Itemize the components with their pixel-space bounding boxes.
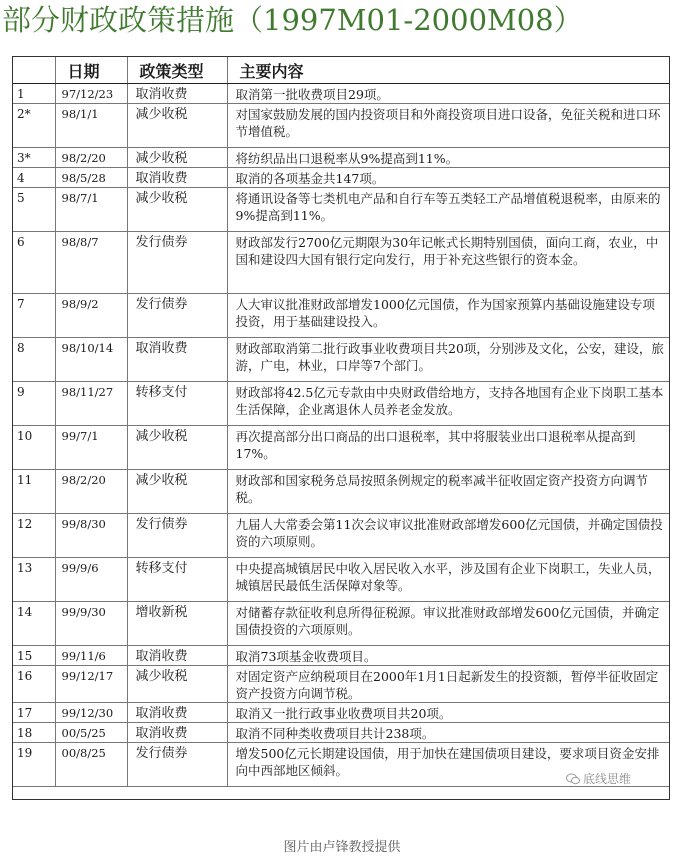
row-index: 12 (13, 514, 55, 558)
table-row (13, 514, 669, 558)
row-content: 将纺织品出口退税率从9%提高到11%。 (227, 148, 669, 168)
row-date: 99/11/6 (55, 646, 127, 666)
table-row (13, 602, 669, 646)
row-index: 17 (13, 703, 55, 723)
row-index: 11 (13, 470, 55, 514)
row-policy-type: 减少收税 (127, 188, 227, 232)
row-index: 19 (13, 743, 55, 787)
table-row (13, 723, 669, 743)
table-row (13, 470, 669, 514)
row-policy-type: 取消收费 (127, 84, 227, 104)
row-content: 取消的各项基金共147项。 (227, 168, 669, 188)
row-date: 99/12/30 (55, 703, 127, 723)
row-date: 97/12/23 (55, 84, 127, 104)
row-date: 00/5/25 (55, 723, 127, 743)
row-index: 15 (13, 646, 55, 666)
row-content: 再次提高部分出口商品的出口退税率，其中将服装业出口退税率从提高到17%。 (227, 426, 669, 470)
row-policy-type: 取消收费 (127, 723, 227, 743)
policy-table-container (12, 56, 670, 800)
row-date: 98/8/7 (55, 232, 127, 294)
table-row (13, 84, 669, 104)
row-date: 99/7/1 (55, 426, 127, 470)
header-policy-type: 政策类型 (127, 57, 227, 84)
page-title (2, 0, 583, 44)
row-date: 98/9/2 (55, 294, 127, 338)
row-content: 对储蓄存款征收利息所得征税源。审议批准财政部增发600亿元国债，并确定国债投资的六项原则。 (227, 602, 669, 646)
row-policy-type: 取消收费 (127, 646, 227, 666)
image-caption: 图片由卢锋教授提供 (283, 840, 401, 855)
row-policy-type: 减少收税 (127, 104, 227, 148)
row-policy-type: 转移支付 (127, 382, 227, 426)
table-row (13, 666, 669, 703)
row-content: 人大审议批准财政部增发1000亿元国债，作为国家预算内基础设施建设专项投资，用于基础建设投入。 (227, 294, 669, 338)
row-date: 98/7/1 (55, 188, 127, 232)
row-content: 增发500亿元长期建设国债，用于加快在建国债项目建设，要求项目资金安排向中西部地区倾斜。 (227, 743, 669, 787)
policy-table (13, 57, 669, 787)
row-index: 10 (13, 426, 55, 470)
row-policy-type: 取消收费 (127, 703, 227, 723)
row-policy-type: 减少收税 (127, 666, 227, 703)
table-row (13, 646, 669, 666)
table-row (13, 338, 669, 382)
row-index: 6 (13, 232, 55, 294)
table-row (13, 188, 669, 232)
header-index (13, 57, 55, 84)
row-date: 99/12/17 (55, 666, 127, 703)
row-index: 18 (13, 723, 55, 743)
row-date: 98/2/20 (55, 148, 127, 168)
row-index: 7 (13, 294, 55, 338)
row-date: 98/5/28 (55, 168, 127, 188)
row-content: 财政部和国家税务总局按照条例规定的税率减半征收固定资产投资方向调节税。 (227, 470, 669, 514)
row-policy-type: 取消收费 (127, 338, 227, 382)
row-date: 99/8/30 (55, 514, 127, 558)
watermark-text: 底线思维 (583, 772, 632, 786)
row-date: 98/2/20 (55, 470, 127, 514)
row-content: 将通讯设备等七类机电产品和自行车等五类轻工产品增值税退税率，由原来的9%提高到11%。 (227, 188, 669, 232)
row-policy-type: 减少收税 (127, 426, 227, 470)
title-prefix: 部分财政政策措施 (2, 3, 235, 37)
row-policy-type: 取消收费 (127, 168, 227, 188)
row-content: 财政部发行2700亿元期限为30年记帐式长期特别国债，面向工商，农业，中国和建设四大国有银行定向发行，用于补充这些银行的资本金。 (227, 232, 669, 294)
row-content: 取消不同种类收费项目共计238项。 (227, 723, 669, 743)
watermark (566, 770, 631, 787)
row-content: 对固定资产应纳税项目在2000年1月1日起新发生的投资额，暂停半征收固定资产投资方向调节税。 (227, 666, 669, 703)
row-content: 对国家鼓励发展的国内投资项目和外商投资项目进口设备，免征关税和进口环节增值税。 (227, 104, 669, 148)
title-period: （1997M01-2000M08） (234, 3, 583, 37)
row-index: 13 (13, 558, 55, 602)
row-policy-type: 增收新税 (127, 602, 227, 646)
table-row (13, 294, 669, 338)
table-row (13, 382, 669, 426)
row-index: 3* (13, 148, 55, 168)
row-index: 16 (13, 666, 55, 703)
row-policy-type: 发行债券 (127, 514, 227, 558)
row-content: 取消73项基金收费项目。 (227, 646, 669, 666)
row-date: 98/11/27 (55, 382, 127, 426)
row-date: 99/9/6 (55, 558, 127, 602)
row-index: 5 (13, 188, 55, 232)
row-index: 4 (13, 168, 55, 188)
row-date: 00/8/25 (55, 743, 127, 787)
header-date: 日期 (55, 57, 127, 84)
row-content: 取消又一批行政事业收费项目共20项。 (227, 703, 669, 723)
row-content: 财政部将42.5亿元专款由中央财政借给地方，支持各地国有企业下岗职工基本生活保障，企业离退休人员养老金发放。 (227, 382, 669, 426)
row-date: 99/9/30 (55, 602, 127, 646)
row-policy-type: 发行债券 (127, 294, 227, 338)
row-policy-type: 发行债券 (127, 232, 227, 294)
row-content: 财政部取消第二批行政事业收费项目共20项，分别涉及文化，公安，建设，旅游，广电，林业，口岸等7个部门。 (227, 338, 669, 382)
row-content: 取消第一批收费项目29项。 (227, 84, 669, 104)
table-row (13, 148, 669, 168)
row-content: 九届人大常委会第11次会议审议批准财政部增发600亿元国债，并确定国债投资的六项原则。 (227, 514, 669, 558)
table-body (13, 84, 669, 787)
row-index: 9 (13, 382, 55, 426)
row-index: 8 (13, 338, 55, 382)
table-row (13, 104, 669, 148)
row-index: 2* (13, 104, 55, 148)
table-row (13, 703, 669, 723)
table-row (13, 168, 669, 188)
table-row (13, 426, 669, 470)
row-policy-type: 减少收税 (127, 148, 227, 168)
table-header-row (13, 57, 669, 84)
table-row (13, 232, 669, 294)
row-date: 98/1/1 (55, 104, 127, 148)
row-policy-type: 减少收税 (127, 470, 227, 514)
header-main-content: 主要内容 (227, 57, 669, 84)
row-index: 14 (13, 602, 55, 646)
row-policy-type: 发行债券 (127, 743, 227, 787)
wechat-icon (566, 773, 580, 785)
row-policy-type: 转移支付 (127, 558, 227, 602)
row-index: 1 (13, 84, 55, 104)
table-row (13, 558, 669, 602)
row-content: 中央提高城镇居民中收入居民收入水平，涉及国有企业下岗职工，失业人员，城镇居民最低生活保障对象等。 (227, 558, 669, 602)
row-date: 98/10/14 (55, 338, 127, 382)
